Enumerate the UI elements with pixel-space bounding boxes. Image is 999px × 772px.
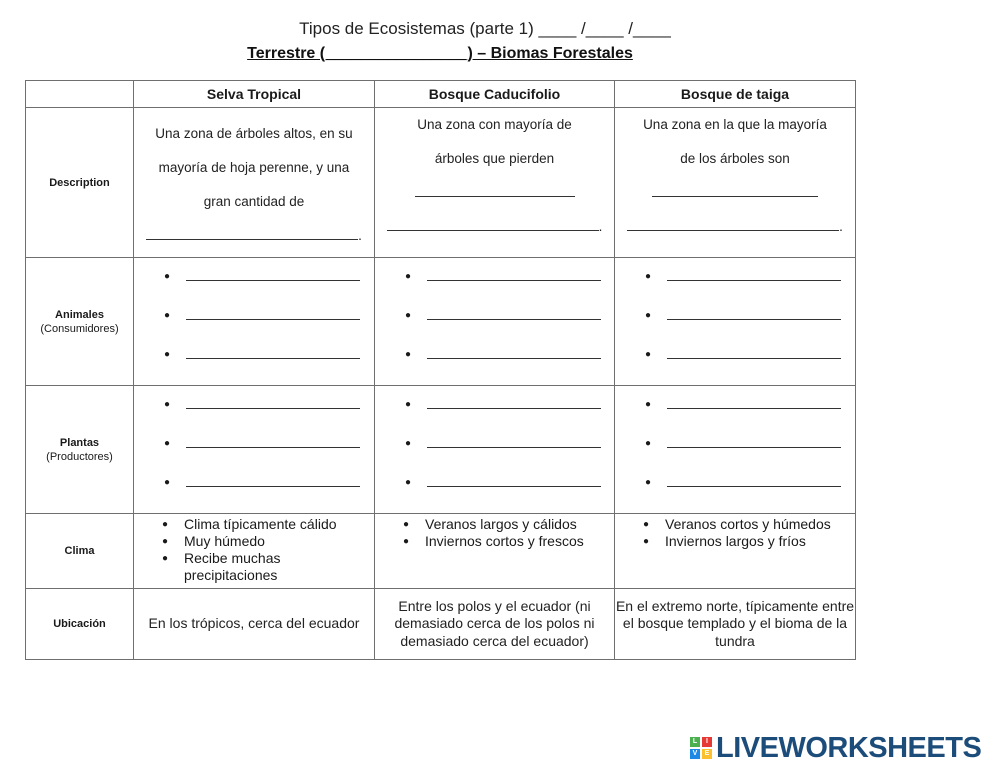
description-selva: Una zona de árboles altos, en su mayoría de hoja perenne, y una gran cantidad de . [134, 108, 375, 258]
list-item: ● [164, 396, 374, 435]
clima-caducifolio [375, 514, 615, 589]
row-label-clima: Clima [26, 514, 134, 589]
animales-caducifolio [375, 258, 615, 386]
answer-blank[interactable] [627, 216, 839, 231]
answer-blank[interactable] [415, 182, 575, 197]
ubicacion-selva: En los trópicos, cerca del ecuador [134, 589, 375, 660]
answer-line[interactable] [427, 408, 601, 409]
header-empty-cell [26, 81, 134, 108]
worksheet-title: Tipos de Ecosistemas (parte 1) ____ /____ /____ [299, 19, 671, 38]
table-row-clima [26, 514, 856, 589]
row-label-description: Description [26, 108, 134, 258]
list-item: ● [405, 268, 614, 307]
logo-tile: I [702, 737, 712, 747]
animales-selva [134, 258, 375, 386]
worksheet-subtitle: Terrestre (________________) – Biomas Forestales [247, 45, 633, 62]
answer-line[interactable] [427, 447, 601, 448]
answer-line[interactable] [667, 319, 841, 320]
list-item: ● Recibe muchas precipitaciones [162, 550, 281, 583]
list-item: ● [645, 435, 855, 474]
list-item: ● [645, 307, 855, 346]
answer-line[interactable] [667, 280, 841, 281]
answer-line[interactable] [667, 408, 841, 409]
list-item: ● [405, 346, 614, 385]
animales-taiga [615, 258, 856, 386]
list-item: ● [164, 346, 374, 385]
answer-line[interactable] [667, 486, 841, 487]
list-item: ● Veranos cortos y húmedos [643, 516, 831, 532]
list-item: ● [405, 474, 614, 513]
list-item: ● [164, 307, 374, 346]
logo-tile: E [702, 749, 712, 759]
table-row-plantas [26, 386, 856, 514]
clima-taiga [615, 514, 856, 589]
row-label-ubicacion: Ubicación [26, 589, 134, 660]
ubicacion-caducifolio: Entre los polos y el ecuador (ni demasiado cerca de los polos ni demasiado cerca del ecuador) [375, 589, 615, 660]
answer-blank[interactable] [652, 182, 818, 197]
list-item: ● Veranos largos y cálidos [403, 516, 577, 532]
answer-line[interactable] [427, 280, 601, 281]
list-item: ● [645, 396, 855, 435]
row-label-animales: Animales (Consumidores) [26, 258, 134, 386]
ubicacion-taiga: En el extremo norte, típicamente entre el bosque templado y el bioma de la tundra [615, 589, 856, 660]
list-item: ● Muy húmedo [162, 533, 265, 549]
answer-blank[interactable] [387, 216, 599, 231]
answer-line[interactable] [427, 319, 601, 320]
answer-line[interactable] [186, 486, 360, 487]
list-item: ● [645, 268, 855, 307]
plantas-selva [134, 386, 375, 514]
column-header-caducifolio: Bosque Caducifolio [375, 81, 615, 108]
answer-line[interactable] [186, 358, 360, 359]
list-item: ● [164, 435, 374, 474]
answer-line[interactable] [427, 358, 601, 359]
logo-grid-icon [690, 737, 712, 759]
answer-line[interactable] [186, 280, 360, 281]
column-header-taiga: Bosque de taiga [615, 81, 856, 108]
answer-blank[interactable] [146, 225, 358, 240]
description-caducifolio: Una zona con mayoría de árboles que pierden . [375, 108, 615, 258]
list-item: ● [405, 307, 614, 346]
answer-line[interactable] [427, 486, 601, 487]
list-item: ● [645, 346, 855, 385]
list-item: ● Clima típicamente cálido [162, 516, 337, 532]
list-item: ● [405, 396, 614, 435]
clima-selva [134, 514, 375, 589]
table-row-animales [26, 258, 856, 386]
list-item: ● [645, 474, 855, 513]
table-row-description [26, 108, 856, 258]
list-item: ● Inviernos largos y fríos [643, 533, 806, 549]
answer-line[interactable] [186, 408, 360, 409]
description-taiga: Una zona en la que la mayoría de los árboles son . [615, 108, 856, 258]
logo-tile: L [690, 737, 700, 747]
answer-line[interactable] [667, 447, 841, 448]
row-label-plantas: Plantas (Productores) [26, 386, 134, 514]
list-item: ● Inviernos cortos y frescos [403, 533, 584, 549]
logo-tile: V [690, 749, 700, 759]
biomes-table [25, 80, 856, 660]
logo-text: LIVEWORKSHEETS [716, 731, 982, 764]
column-header-selva: Selva Tropical [134, 81, 375, 108]
plantas-caducifolio [375, 386, 615, 514]
answer-line[interactable] [667, 358, 841, 359]
list-item: ● [405, 435, 614, 474]
list-item: ● [164, 268, 374, 307]
list-item: ● [164, 474, 374, 513]
plantas-taiga [615, 386, 856, 514]
table-header-row [26, 81, 856, 108]
liveworksheets-logo [690, 733, 981, 763]
answer-line[interactable] [186, 319, 360, 320]
table-row-ubicacion [26, 589, 856, 660]
answer-line[interactable] [186, 447, 360, 448]
